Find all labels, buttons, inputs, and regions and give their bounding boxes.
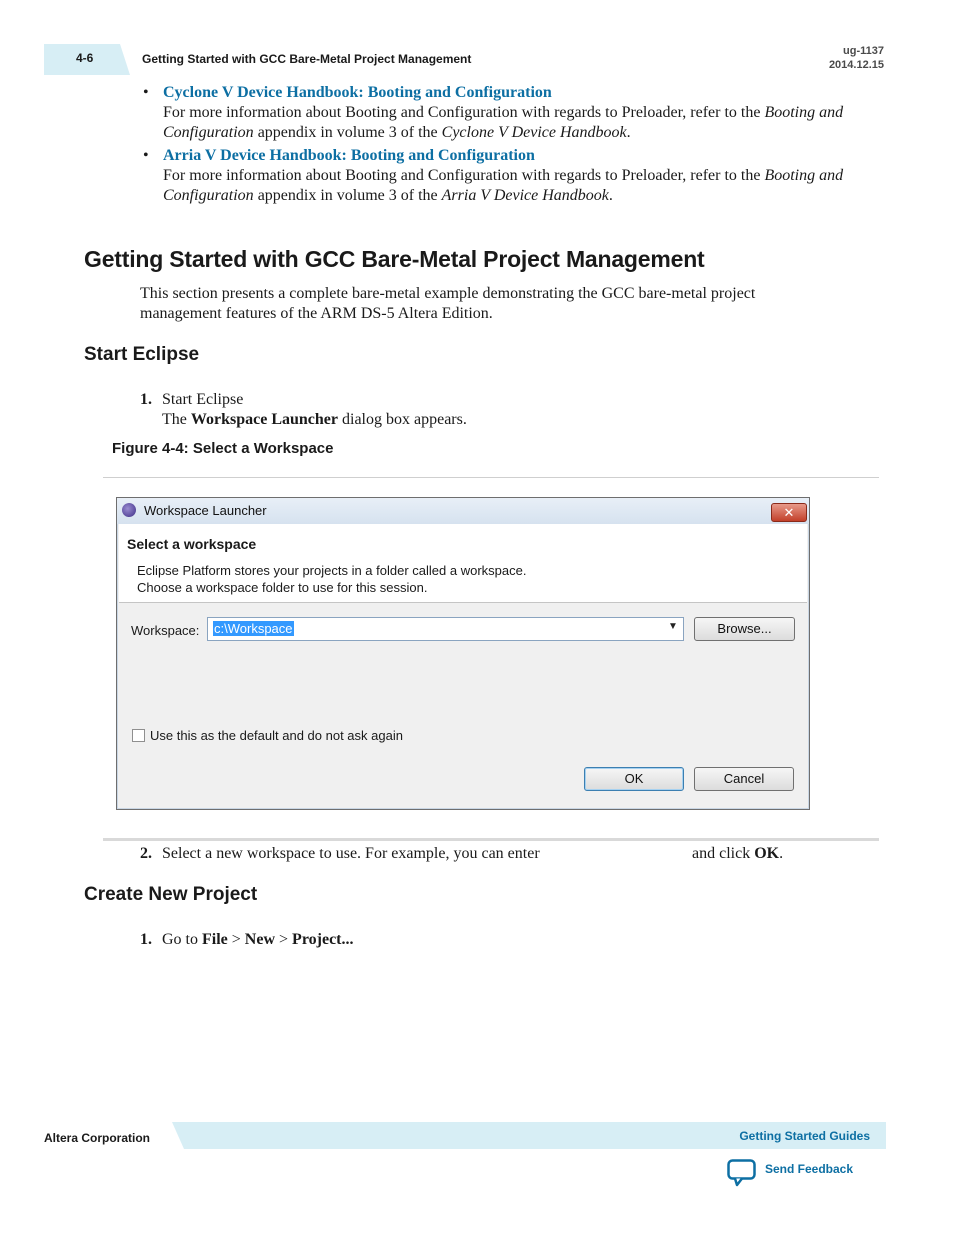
- menu-project: Project...: [292, 931, 354, 948]
- step-text: and click: [692, 845, 755, 862]
- workspace-value[interactable]: c:\Workspace: [214, 621, 293, 636]
- running-title: Getting Started with GCC Bare-Metal Project Management: [142, 52, 472, 66]
- default-checkbox[interactable]: [132, 729, 145, 742]
- doc-date: 2014.12.15: [828, 59, 884, 71]
- step-2-end: [692, 844, 783, 864]
- step-2-text: Select a new workspace to use. For example, you can enter: [162, 845, 540, 862]
- workspace-launcher-dialog: [116, 497, 810, 810]
- desc-text: appendix in volume 3 of the: [253, 124, 442, 141]
- workspace-label: Workspace:: [131, 623, 200, 638]
- step-1-text: Start Eclipse: [162, 391, 244, 408]
- send-feedback-link[interactable]: Send Feedback: [765, 1162, 854, 1176]
- menu-new: New: [244, 931, 276, 948]
- step-text: .: [779, 845, 784, 862]
- step-number: 2.: [140, 845, 152, 862]
- bullet: •: [143, 147, 149, 164]
- ok-button[interactable]: OK: [584, 767, 684, 791]
- desc-text: appendix in volume 3 of the: [253, 187, 442, 204]
- related-link-item: [143, 146, 873, 206]
- cancel-button[interactable]: Cancel: [694, 767, 794, 791]
- step-text: Go to: [162, 931, 202, 948]
- dialog-title: Workspace Launcher: [144, 503, 267, 518]
- feedback-icon[interactable]: [727, 1159, 757, 1187]
- desc-text: .: [626, 124, 631, 141]
- step-1-detail: [162, 410, 862, 430]
- step-number: 1.: [140, 931, 152, 948]
- dialog-heading: Select a workspace: [127, 536, 257, 552]
- section-title: Getting Started with GCC Bare-Metal Project Management: [84, 246, 705, 272]
- chevron-down-icon[interactable]: ▼: [668, 621, 678, 632]
- desc-text: For more information about Booting and Configuration with regards to Preloader, refer to the: [163, 104, 765, 121]
- doc-id: ug-1137: [843, 45, 884, 57]
- figure-bottom-rule: [103, 838, 879, 841]
- desc-italic: Booting and Configuration: [163, 167, 844, 204]
- bullet: •: [143, 84, 149, 101]
- figure-top-rule: [103, 477, 879, 478]
- related-links: [143, 83, 873, 206]
- menu-separator: >: [227, 931, 245, 948]
- menu-file: File: [202, 931, 228, 948]
- step-1: [162, 390, 862, 430]
- related-link-item: [143, 83, 873, 143]
- guide-link[interactable]: Getting Started Guides: [739, 1129, 870, 1143]
- desc-italic: Arria V Device Handbook: [441, 187, 609, 204]
- desc-italic: Cyclone V Device Handbook: [441, 124, 627, 141]
- desc-text: For more information about Booting and Configuration with regards to Preloader, refer to the: [163, 167, 765, 184]
- section-intro: This section presents a complete bare-metal example demonstrating the GCC bare-metal project management features of the ARM DS-5 Altera Edition.: [140, 285, 756, 322]
- menu-separator: >: [275, 931, 293, 948]
- step-text: dialog box appears.: [338, 411, 467, 428]
- step-bold: OK: [754, 845, 780, 862]
- workspace-combo[interactable]: [207, 617, 684, 641]
- dialog-banner: [119, 524, 807, 603]
- browse-button[interactable]: Browse...: [694, 617, 795, 641]
- step-number: 1.: [140, 391, 152, 408]
- doc-info: [829, 44, 884, 72]
- step-text: The: [162, 411, 191, 428]
- default-checkbox-label[interactable]: Use this as the default and do not ask again: [150, 728, 403, 743]
- create-project-title: Create New Project: [84, 884, 258, 905]
- link-description: [163, 166, 873, 206]
- step-bold: Workspace Launcher: [190, 411, 338, 428]
- link-description: [163, 103, 873, 143]
- cyclone-link[interactable]: Cyclone V Device Handbook: Booting and Configuration: [163, 84, 552, 101]
- dialog-description: [137, 562, 526, 596]
- close-button[interactable]: ✕: [771, 503, 807, 522]
- desc-line: Choose a workspace folder to use for this session.: [137, 580, 428, 595]
- create-step-1: [162, 930, 354, 950]
- page-number: 4-6: [76, 51, 94, 65]
- desc-line: Eclipse Platform stores your projects in a folder called a workspace.: [137, 563, 527, 578]
- desc-text: .: [608, 187, 613, 204]
- eclipse-icon: [122, 503, 136, 517]
- desc-italic: Booting and Configuration: [163, 104, 844, 141]
- figure-caption: Figure 4-4: Select a Workspace: [112, 440, 334, 457]
- arria-link[interactable]: Arria V Device Handbook: Booting and Configuration: [163, 147, 535, 164]
- company-name: Altera Corporation: [44, 1131, 151, 1145]
- start-eclipse-title: Start Eclipse: [84, 344, 200, 365]
